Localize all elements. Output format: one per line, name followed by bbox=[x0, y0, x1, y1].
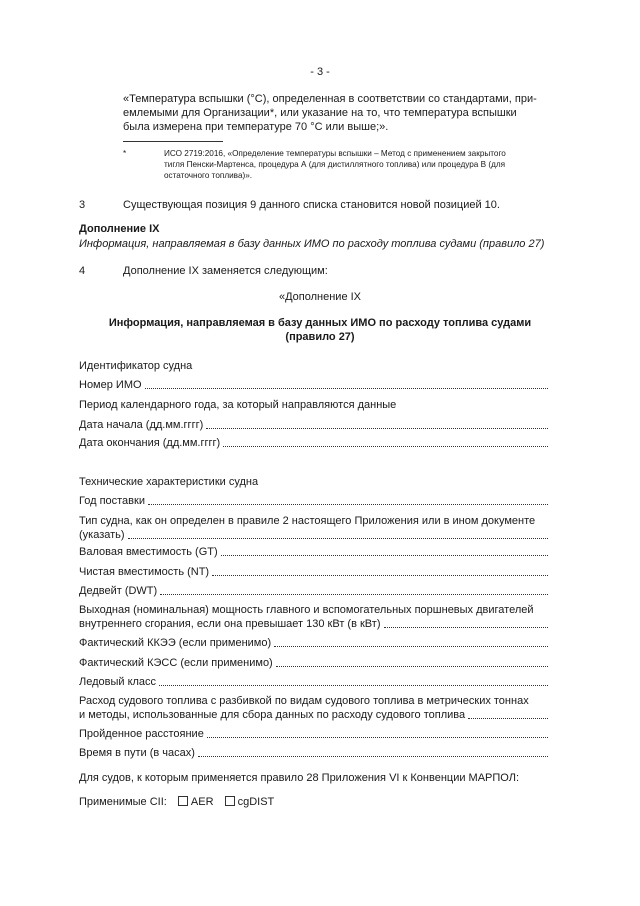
fill-line bbox=[468, 718, 548, 719]
ship-identifier-label: Идентификатор судна bbox=[79, 360, 193, 372]
item-4-text: Дополнение IX заменяется следующим: bbox=[123, 265, 328, 277]
fill-line bbox=[384, 627, 549, 628]
footnote-line-3: остаточного топлива)». bbox=[164, 171, 253, 180]
hours-field bbox=[79, 746, 548, 760]
ice-class-label: Ледовый класс bbox=[79, 676, 157, 688]
quote-line-3: была измерена при температуре 70 °C или выше;». bbox=[123, 121, 389, 133]
attained-eexi-field bbox=[79, 656, 548, 670]
power-field bbox=[79, 617, 548, 631]
fill-line bbox=[276, 666, 548, 667]
fill-line bbox=[145, 388, 548, 389]
ship-type-label: (указать) bbox=[79, 529, 125, 541]
distance-field bbox=[79, 727, 548, 741]
delivery-year-field bbox=[79, 494, 548, 508]
section-heading: Дополнение IX bbox=[79, 223, 160, 235]
footnote-line-1: ИСО 2719:2016, «Определение температуры вспышки – Метод с применением закрытого bbox=[164, 149, 506, 158]
delivery-year-label: Год поставки bbox=[79, 495, 145, 507]
fill-line bbox=[148, 504, 548, 505]
fuel-field bbox=[79, 708, 548, 722]
fill-line bbox=[274, 646, 548, 647]
ice-class-field bbox=[79, 675, 548, 689]
appendix-heading-line-2: (правило 27) bbox=[285, 331, 355, 343]
ship-type-line-1: Тип судна, как он определен в правиле 2 настоящего Приложения или в ином документе bbox=[79, 515, 536, 527]
appendix-heading-line-1: Информация, направляемая в базу данных ИМО по расходу топлива судами bbox=[108, 317, 532, 329]
section-subheading: Информация, направляемая в базу данных ИМО по расходу топлива судами (правило 27) bbox=[79, 238, 545, 250]
aer-checkbox[interactable] bbox=[178, 796, 188, 806]
item-3-number: 3 bbox=[79, 199, 86, 211]
attained-eexi-label: Фактический КЭСС (если применимо) bbox=[79, 657, 273, 669]
attained-eedi-field bbox=[79, 636, 548, 650]
fill-line bbox=[160, 594, 548, 595]
fuel-label: и методы, использованные для сбора данных по расходу судового топлива bbox=[79, 709, 466, 721]
fill-line bbox=[207, 737, 548, 738]
aer-option-label: AER bbox=[190, 796, 214, 808]
fill-line bbox=[223, 446, 548, 447]
footnote-line-2: тигля Пенски-Мартенса, процедура А (для дистиллятного топлива) или процедура В (для bbox=[164, 160, 506, 169]
fuel-line-1: Расход судового топлива с разбивкой по видам судового топлива в метрических тоннах bbox=[79, 695, 529, 707]
gross-tonnage-field bbox=[79, 545, 548, 559]
item-4-number: 4 bbox=[79, 265, 86, 277]
fill-line bbox=[212, 575, 548, 576]
fill-line bbox=[128, 538, 548, 539]
imo-number-field bbox=[79, 378, 548, 392]
cgdist-checkbox[interactable] bbox=[225, 796, 235, 806]
footnote-separator bbox=[123, 141, 223, 142]
quote-line-1: «Температура вспышки (°C), определенная в соответствии со стандартами, при- bbox=[123, 93, 537, 105]
fill-line bbox=[198, 756, 548, 757]
imo-number-label: Номер ИМО bbox=[79, 379, 142, 391]
page-number: - 3 - bbox=[310, 66, 330, 78]
cgdist-option-label: cgDIST bbox=[237, 796, 275, 808]
appendix-title: «Дополнение IX bbox=[278, 291, 362, 303]
item-3-text: Существующая позиция 9 данного списка становится новой позицией 10. bbox=[123, 199, 500, 211]
end-date-label: Дата окончания (дд.мм.гггг) bbox=[79, 437, 221, 449]
rule-28-text: Для судов, к которым применяется правило 28 Приложения VI к Конвенции МАРПОЛ: bbox=[79, 772, 519, 784]
tech-characteristics-label: Технические характеристики судна bbox=[79, 476, 259, 488]
net-tonnage-field bbox=[79, 565, 548, 579]
power-line-1: Выходная (номинальная) мощность главного и вспомогательных поршневых двигателей bbox=[79, 604, 534, 616]
fill-line bbox=[206, 428, 548, 429]
gross-tonnage-label: Валовая вместимость (GT) bbox=[79, 546, 218, 558]
power-label: внутреннего сгорания, если она превышает 130 кВт (в кВт) bbox=[79, 618, 381, 630]
end-date-field bbox=[79, 436, 548, 450]
distance-label: Пройденное расстояние bbox=[79, 728, 204, 740]
footnote-marker: * bbox=[123, 149, 127, 158]
fill-line bbox=[221, 555, 548, 556]
hours-label: Время в пути (в часах) bbox=[79, 747, 195, 759]
fill-line bbox=[159, 685, 548, 686]
net-tonnage-label: Чистая вместимость (NT) bbox=[79, 566, 210, 578]
start-date-field bbox=[79, 418, 548, 432]
deadweight-field bbox=[79, 584, 548, 598]
period-label: Период календарного года, за который направляются данные bbox=[79, 399, 397, 411]
quote-line-2: емлемыми для Организации*, или указание на то, что температура вспышки bbox=[123, 107, 517, 119]
ship-type-field bbox=[79, 528, 548, 542]
deadweight-label: Дедвейт (DWT) bbox=[79, 585, 158, 597]
cii-label: Применимые CII: bbox=[79, 796, 167, 808]
start-date-label: Дата начала (дд.мм.гггг) bbox=[79, 419, 204, 431]
cii-row bbox=[79, 795, 274, 809]
attained-eedi-label: Фактический ККЭЭ (если применимо) bbox=[79, 637, 272, 649]
